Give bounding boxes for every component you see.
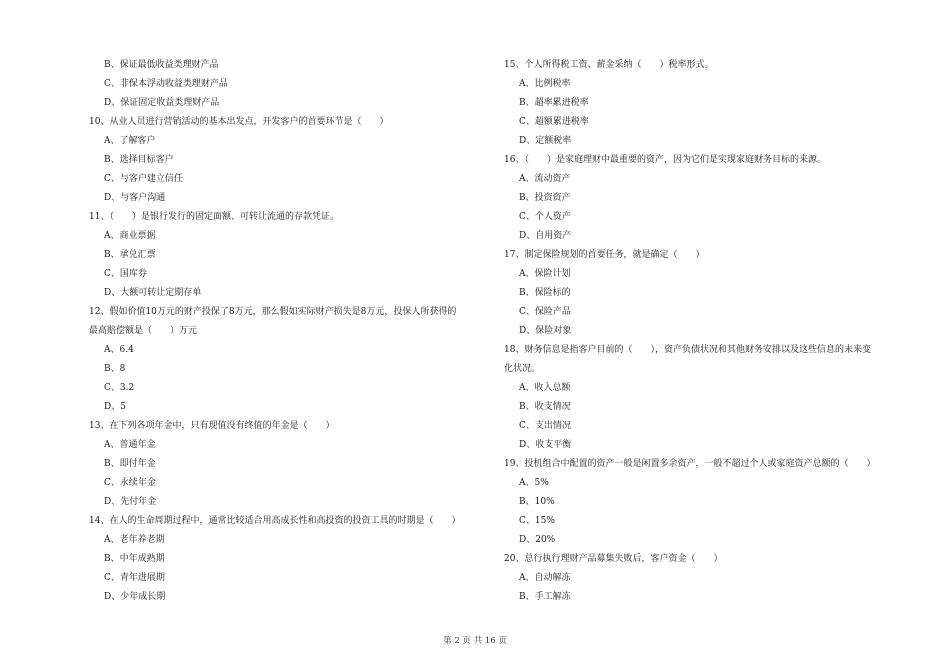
answer-option: B、承兑汇票 — [104, 250, 156, 260]
answer-option: C、非保本浮动收益类理财产品 — [104, 79, 228, 89]
answer-option: B、保险标的 — [519, 288, 571, 298]
answer-option: C、15% — [519, 516, 555, 526]
answer-option: A、保险计划 — [519, 269, 571, 279]
question-text: 化状况。 — [504, 364, 541, 374]
answer-option: D、5 — [104, 402, 126, 412]
question-text: 19、投机组合中配置的资产一般是闲置多余资产，一般不超过个人或家庭资产总额的（ ） — [504, 459, 876, 469]
answer-option: A、商业票据 — [104, 231, 156, 241]
answer-option: D、自用资产 — [519, 231, 572, 241]
answer-option: D、20% — [519, 535, 556, 545]
answer-option: B、8 — [104, 364, 126, 374]
question-text: 20、总行执行理财产品募集失败后，客户资金（ ） — [504, 554, 723, 564]
answer-option: D、先付年金 — [104, 497, 157, 507]
answer-option: B、中年成熟期 — [104, 554, 165, 564]
answer-option: D、与客户沟通 — [104, 193, 166, 203]
answer-option: D、保险对象 — [519, 326, 572, 336]
answer-option: A、比例税率 — [519, 79, 571, 89]
answer-option: B、保证最低收益类理财产品 — [104, 60, 219, 70]
answer-option: B、收支情况 — [519, 402, 571, 412]
answer-option: B、手工解冻 — [519, 592, 571, 602]
answer-option: D、收支平衡 — [519, 440, 572, 450]
answer-option: A、了解客户 — [104, 136, 156, 146]
answer-option: C、支出情况 — [519, 421, 571, 431]
answer-option: A、6.4 — [104, 345, 134, 355]
answer-option: D、定额税率 — [519, 136, 572, 146]
answer-option: A、自动解冻 — [519, 573, 571, 583]
answer-option: C、永续年金 — [104, 478, 156, 488]
answer-option: B、超率累进税率 — [519, 98, 589, 108]
answer-option: C、与客户建立信任 — [104, 174, 183, 184]
answer-option: C、青年进展期 — [104, 573, 165, 583]
answer-option: B、即付年金 — [104, 459, 156, 469]
question-text: 最高赔偿额是（ ）万元 — [89, 326, 198, 336]
answer-option: C、3.2 — [104, 383, 135, 393]
question-text: 18、财务信息是指客户目前的（ ），资产负债状况和其他财务安排以及这些信息的未来变 — [504, 345, 871, 355]
answer-option: A、5% — [519, 478, 549, 488]
answer-option: A、流动资产 — [519, 174, 571, 184]
answer-option: B、投资资产 — [519, 193, 571, 203]
answer-option: C、超额累进税率 — [519, 117, 589, 127]
question-text: 16、（ ）是家庭理财中最重要的资产，因为它们是实现家庭财务目标的来源。 — [504, 155, 826, 165]
page-footer: 第 2 页 共 16 页 — [443, 636, 507, 646]
left-column — [89, 56, 487, 607]
question-text: 13、在下列各项年金中，只有现值没有终值的年金是（ ） — [89, 421, 335, 431]
answer-option: B、10% — [519, 497, 555, 507]
answer-option: A、普通年金 — [104, 440, 156, 450]
question-text: 15、个人所得税工资、薪金采纳（ ）税率形式。 — [504, 60, 714, 70]
answer-option: C、国库券 — [104, 269, 147, 279]
answer-option: D、少年成长期 — [104, 592, 166, 602]
question-text: 11、（ ）是银行发行的固定面额、可转让流通的存款凭证。 — [89, 212, 339, 222]
question-text: 10、从业人员进行营销活动的基本出发点，开发客户的首要环节是（ ） — [89, 117, 389, 127]
question-text: 17、制定保险规划的首要任务，就是确定（ ） — [504, 250, 705, 260]
question-text: 14、在人的生命周期过程中，通常比较适合用高成长性和高投资的投资工具的时期是（ ） — [89, 516, 461, 526]
answer-option: A、收入总额 — [519, 383, 571, 393]
answer-option: D、保证固定收益类理财产品 — [104, 98, 220, 108]
answer-option: B、选择目标客户 — [104, 155, 174, 165]
answer-option: C、个人资产 — [519, 212, 571, 222]
right-column — [504, 56, 904, 607]
answer-option: D、大额可转让定期存单 — [104, 288, 202, 298]
answer-option: C、保险产品 — [519, 307, 571, 317]
answer-option: A、老年养老期 — [104, 535, 165, 545]
question-text: 12、假如价值10万元的财产投保了8万元，那么假如实际财产损失是8万元，投保人所获得的 — [89, 307, 457, 317]
